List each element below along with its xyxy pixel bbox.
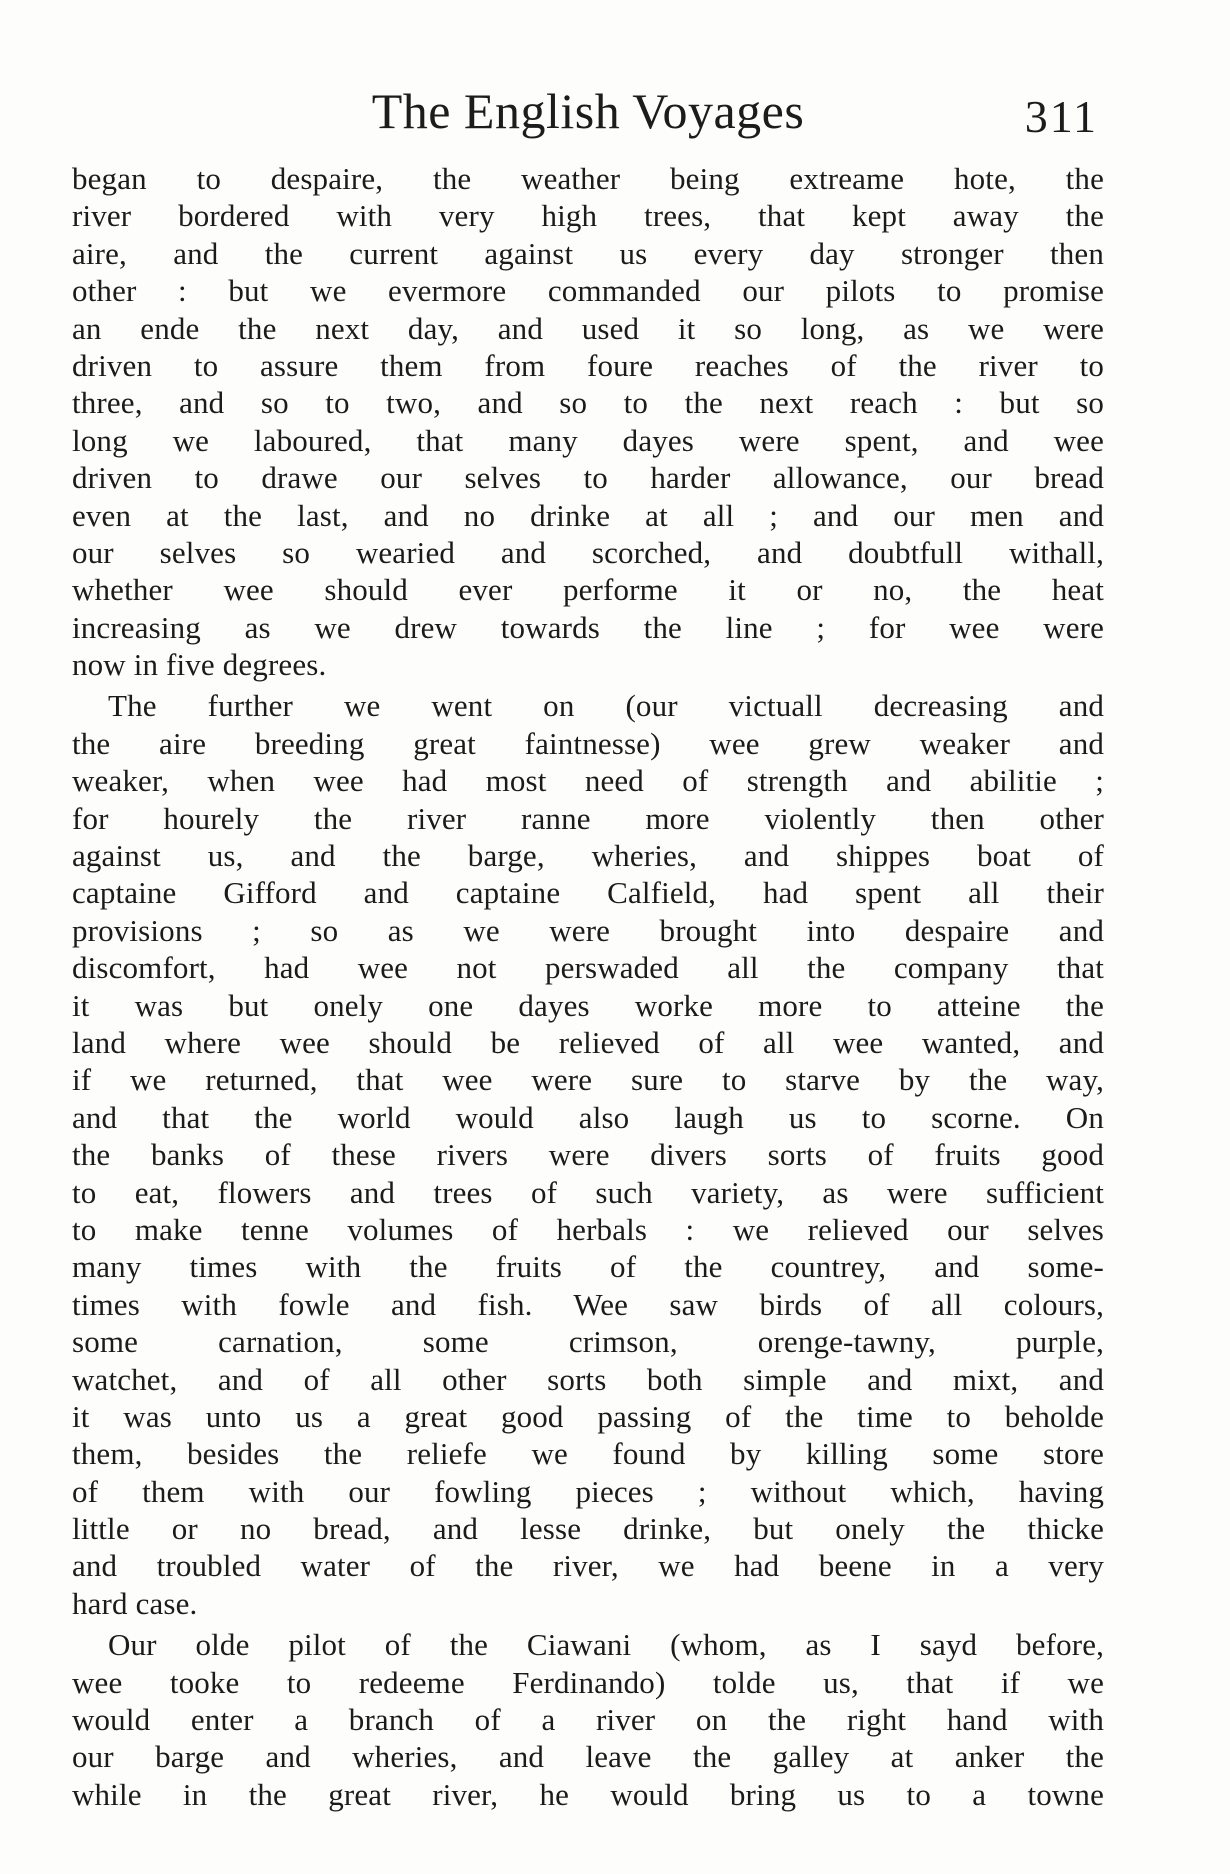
text-line: against us, and the barge, wheries, and shippes boat of xyxy=(72,838,1104,874)
text-line: for hourely the river ranne more violently then other xyxy=(72,800,1104,836)
text-line: other : but we evermore commanded our pilots to promise xyxy=(72,273,1104,309)
text-line: river bordered with very high trees, that kept away the xyxy=(72,198,1104,234)
text-line: increasing as we drew towards the line ; for wee were xyxy=(72,609,1104,645)
text-line: hard case. xyxy=(72,1585,198,1621)
text-line: our selves so wearied and scorched, and doubtfull withall, xyxy=(72,534,1104,570)
text-line: land where wee should be relieved of all wee wanted, and xyxy=(72,1024,1104,1060)
text-line: aire, and the current against us every day stronger then xyxy=(72,235,1104,271)
text-line: Our olde pilot of the Ciawani (whom, as I sayd before, xyxy=(108,1627,1104,1663)
text-line: began to despaire, the weather being extreame hote, the xyxy=(72,161,1104,196)
text-line: long we laboured, that many dayes were spent, and wee xyxy=(72,422,1104,458)
text-line: driven to assure them from foure reaches of the river to xyxy=(72,347,1104,383)
text-line: discomfort, had wee not perswaded all the company that xyxy=(72,950,1104,986)
text-line: while in the great river, he would bring us to a towne xyxy=(72,1776,1104,1812)
text-line: of them with our fowling pieces ; without which, having xyxy=(72,1473,1104,1509)
text-line: many times with the fruits of the countrey, and some- xyxy=(72,1249,1104,1285)
text-line: The further we went on (our victuall decreasing and xyxy=(108,688,1104,724)
text-line: if we returned, that wee were sure to starve by the way, xyxy=(72,1062,1104,1098)
text-line: weaker, when wee had most need of strength and abilitie ; xyxy=(72,763,1104,799)
text-line: even at the last, and no drinke at all ; and our men and xyxy=(72,497,1104,533)
paragraph xyxy=(72,687,1104,1622)
text-line: to make tenne volumes of herbals : we relieved our selves xyxy=(72,1211,1104,1247)
text-line: now in five degrees. xyxy=(72,647,327,683)
text-line: some carnation, some crimson, orenge-tawny, purple, xyxy=(72,1324,1104,1360)
text-line: the banks of these rivers were divers sorts of fruits good xyxy=(72,1137,1104,1173)
paragraph xyxy=(72,1626,1104,1813)
text-line: to eat, flowers and trees of such variety, as were sufficient xyxy=(72,1174,1104,1210)
text-line: the aire breeding great faintnesse) wee grew weaker and xyxy=(72,725,1104,761)
paragraph xyxy=(72,160,1104,683)
text-line: and troubled water of the river, we had beene in a very xyxy=(72,1548,1104,1584)
text-line: wee tooke to redeeme Ferdinando) tolde us, that if we xyxy=(72,1664,1104,1700)
body-text xyxy=(72,160,1104,1813)
text-line: three, and so to two, and so to the next reach : but so xyxy=(72,385,1104,421)
text-line: little or no bread, and lesse drinke, but onely the thicke xyxy=(72,1511,1104,1547)
running-title: The English Voyages xyxy=(371,83,805,139)
text-line: it was unto us a great good passing of the time to beholde xyxy=(72,1398,1104,1434)
text-line: whether wee should ever performe it or no, the heat xyxy=(72,572,1104,608)
text-line: would enter a branch of a river on the right hand with xyxy=(72,1702,1104,1738)
text-line: and that the world would also laugh us to scorne. On xyxy=(72,1099,1104,1135)
text-line: it was but onely one dayes worke more to atteine the xyxy=(72,987,1104,1023)
page-header xyxy=(72,82,1104,154)
text-line: provisions ; so as we were brought into despaire and xyxy=(72,912,1104,948)
text-line: them, besides the reliefe we found by killing some store xyxy=(72,1436,1104,1472)
page-number: 311 xyxy=(1024,91,1098,142)
text-line: an ende the next day, and used it so long, as we were xyxy=(72,310,1104,346)
text-line: captaine Gifford and captaine Calfield, had spent all their xyxy=(72,875,1104,911)
text-line: driven to drawe our selves to harder allowance, our bread xyxy=(72,460,1104,496)
text-line: watchet, and of all other sorts both simple and mixt, and xyxy=(72,1361,1104,1397)
text-line: our barge and wheries, and leave the galley at anker the xyxy=(72,1739,1104,1775)
text-line: times with fowle and fish. Wee saw birds of all colours, xyxy=(72,1286,1104,1322)
